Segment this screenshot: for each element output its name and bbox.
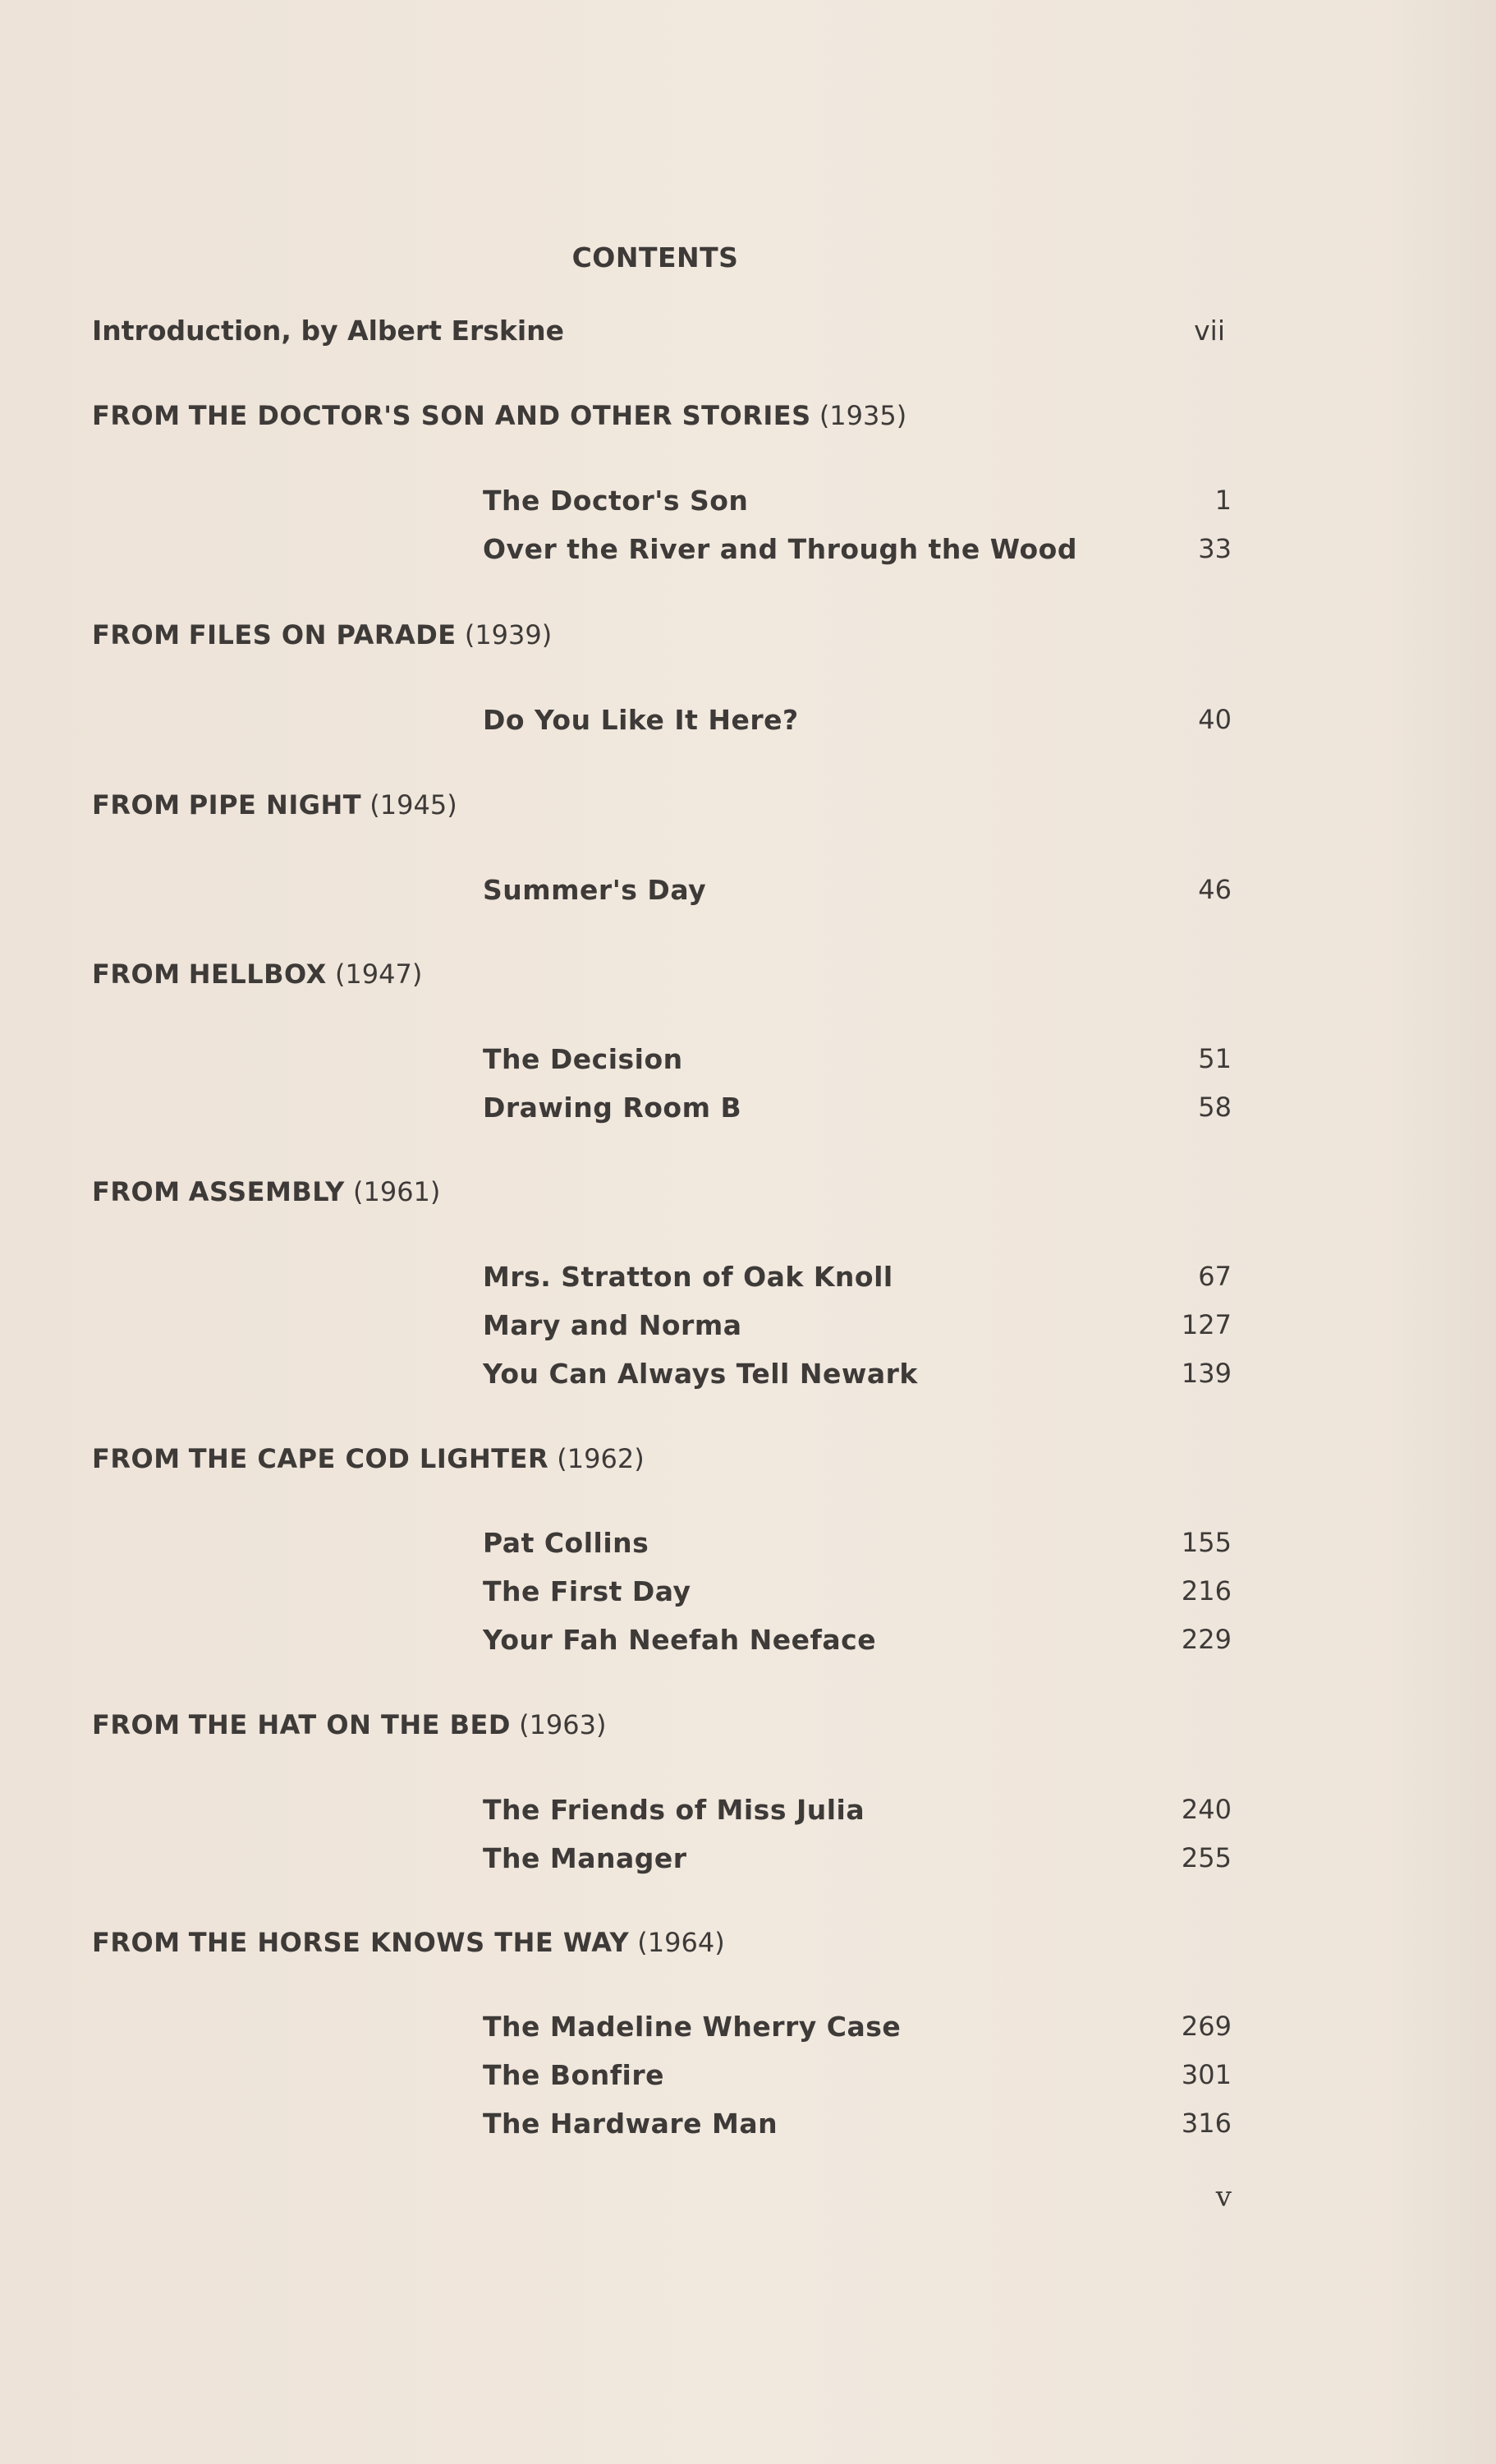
story-page-number: 40: [1198, 704, 1232, 735]
section-book-title: THE HAT ON THE BED: [188, 1709, 511, 1740]
section-prefix: FROM: [92, 1176, 181, 1207]
story-page-number: 316: [1181, 2108, 1232, 2139]
section-prefix: FROM: [92, 789, 181, 821]
story-title: Over the River and Through the Wood: [483, 533, 1077, 565]
story-title: You Can Always Tell Newark: [483, 1358, 918, 1390]
section-year: (1963): [519, 1709, 607, 1740]
section-year: (1939): [464, 619, 553, 650]
section-prefix: FROM: [92, 958, 181, 990]
story-title: The Decision: [483, 1043, 683, 1075]
story-page-number: 127: [1181, 1309, 1232, 1340]
story-page-number: 33: [1198, 533, 1232, 564]
section-heading: [92, 789, 457, 821]
story-page-number: 58: [1198, 1092, 1232, 1123]
story-page-number: 51: [1198, 1043, 1232, 1074]
story-page-number: 269: [1181, 2011, 1232, 2042]
section-year: (1947): [334, 958, 423, 990]
section-heading: [92, 1176, 440, 1207]
section-book-title: FILES ON PARADE: [188, 619, 457, 650]
section-heading: [92, 400, 906, 431]
story-title: Mary and Norma: [483, 1309, 742, 1341]
story-title: Your Fah Neefah Neeface: [483, 1624, 877, 1656]
story-title: The Hardware Man: [483, 2108, 778, 2140]
story-page-number: 46: [1198, 874, 1232, 905]
section-year: (1935): [819, 400, 907, 431]
story-title: Pat Collins: [483, 1527, 649, 1559]
section-prefix: FROM: [92, 1927, 181, 1958]
section-book-title: PIPE NIGHT: [188, 789, 362, 821]
section-heading: [92, 1443, 645, 1474]
section-book-title: THE DOCTOR'S SON AND OTHER STORIES: [188, 400, 811, 431]
story-title: The First Day: [483, 1575, 691, 1607]
story-page-number: 67: [1198, 1261, 1232, 1292]
section-heading: [92, 1709, 606, 1740]
story-title: The Doctor's Son: [483, 485, 749, 517]
section-book-title: THE HORSE KNOWS THE WAY: [188, 1927, 630, 1958]
section-heading: [92, 619, 552, 650]
section-book-title: HELLBOX: [188, 958, 327, 990]
story-page-number: 240: [1181, 1794, 1232, 1825]
section-heading: [92, 958, 422, 990]
page-edge-shadow: [1389, 0, 1496, 2464]
section-year: (1964): [637, 1927, 725, 1958]
story-title: Mrs. Stratton of Oak Knoll: [483, 1261, 893, 1293]
story-page-number: 216: [1181, 1575, 1232, 1607]
story-page-number: 255: [1181, 1842, 1232, 1873]
story-page-number: 155: [1181, 1527, 1232, 1558]
section-year: (1961): [352, 1176, 441, 1207]
contents-title: CONTENTS: [571, 241, 739, 274]
story-page-number: 1: [1214, 485, 1232, 516]
story-title: The Madeline Wherry Case: [483, 2011, 902, 2043]
page-folio: v: [1215, 2181, 1232, 2213]
story-title: Drawing Room B: [483, 1092, 742, 1124]
introduction-page-number: vii: [1194, 315, 1225, 347]
story-title: The Manager: [483, 1842, 687, 1874]
section-prefix: FROM: [92, 1443, 181, 1474]
section-heading: [92, 1927, 725, 1958]
story-title: The Friends of Miss Julia: [483, 1794, 865, 1826]
story-page-number: 301: [1181, 2059, 1232, 2090]
story-page-number: 139: [1181, 1358, 1232, 1389]
introduction-entry: Introduction, by Albert Erskine: [92, 315, 565, 347]
section-book-title: THE CAPE COD LIGHTER: [188, 1443, 549, 1474]
section-year: (1962): [557, 1443, 645, 1474]
story-page-number: 229: [1181, 1624, 1232, 1655]
section-prefix: FROM: [92, 1709, 181, 1740]
story-title: Summer's Day: [483, 874, 707, 906]
section-book-title: ASSEMBLY: [188, 1176, 345, 1207]
section-prefix: FROM: [92, 400, 181, 431]
story-title: Do You Like It Here?: [483, 704, 799, 736]
section-prefix: FROM: [92, 619, 181, 650]
section-year: (1945): [369, 789, 457, 821]
story-title: The Bonfire: [483, 2059, 665, 2091]
